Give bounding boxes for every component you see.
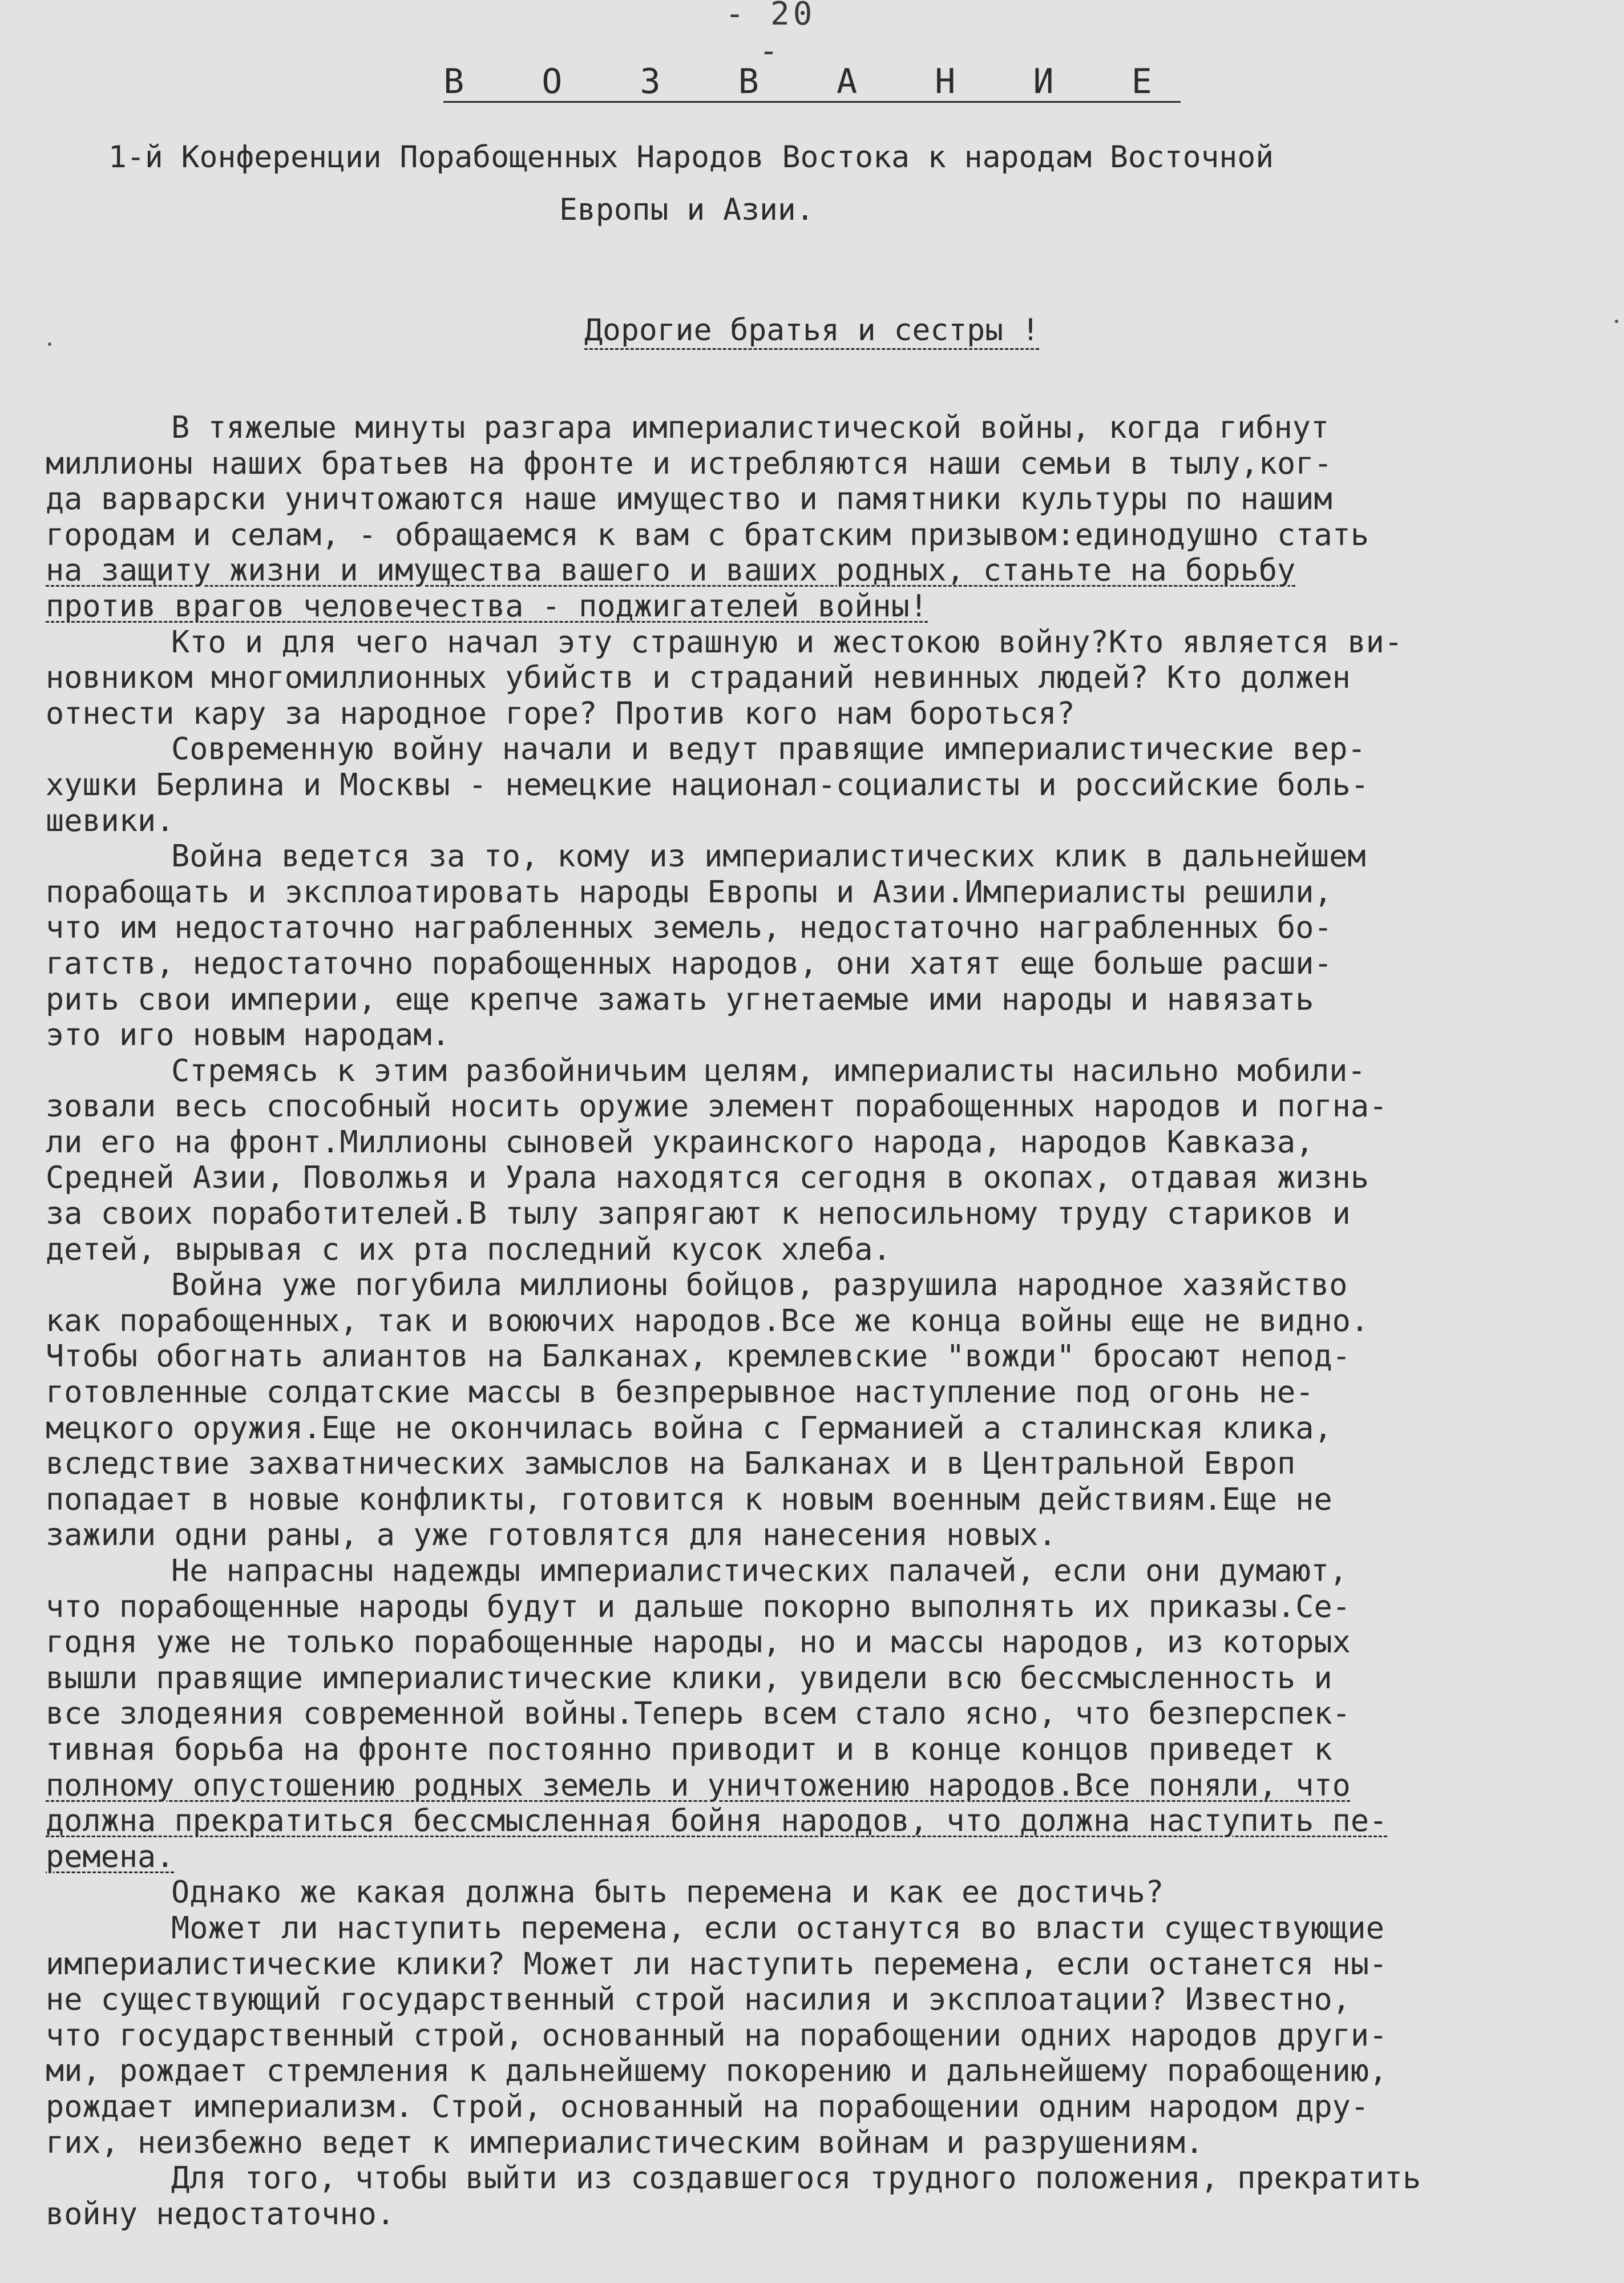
text-line: Чтобы обогнать алиантов на Балканах, кремлевские "вожди" бросают непод-	[46, 1338, 1351, 1374]
text-line: вследствие захватнических замыслов на Балканах и в Центральной Европ	[46, 1446, 1296, 1482]
body-text	[46, 410, 1592, 2232]
subtitle-line-1: 1-й Конференции Порабощенных Народов Востока к народам Восточной	[108, 140, 1274, 175]
text-line: Стремясь к этим разбойничьим целям, империалисты насильно мобили-	[171, 1052, 1366, 1088]
text-line: рить свои империи, еще крепче зажать угнетаемые ими народы и навязать	[46, 981, 1314, 1017]
text-line: Однако же какая должна быть перемена и как ее достичь?	[171, 1874, 1164, 1910]
text-line: отнести кару за народное горе? Против кого нам бороться?	[46, 695, 1075, 731]
text-line: зовали весь способный носить оружие элемент порабощенных народов и погна-	[46, 1088, 1388, 1124]
text-line: гатств, недостаточно порабощенных народов, они хатят еще больше расши-	[46, 945, 1332, 981]
text-line: попадает в новые конфликты, готовится к новым военным действиям.Еще не	[46, 1481, 1332, 1517]
text-line: Кто и для чего начал эту страшную и жестокою войну?Кто является ви-	[171, 624, 1403, 660]
text-line: Война уже погубила миллионы бойцов, разрушила народное хазяйство	[171, 1267, 1348, 1303]
text-line: ремена.	[46, 1838, 175, 1874]
text-line: как порабощенных, так и воюючих народов.Все же конца войны еще не видно.	[46, 1302, 1370, 1338]
text-line: гих, неизбежно ведет к империалистическим войнам и разрушениям.	[46, 2124, 1204, 2160]
document-title: В О З В А Н И Е	[443, 62, 1181, 102]
text-line: Может ли наступить перемена, если останутся во власти существующие	[171, 1910, 1384, 1946]
text-line: зажили одни раны, а уже готовлятся для нанесения новых.	[46, 1517, 1057, 1553]
text-line: что им недостаточно награбленных земель, недостаточно награбленных бо-	[46, 910, 1332, 946]
text-line: Для того, чтобы выйти из создавшегося трудного положения, прекратить	[171, 2160, 1421, 2196]
text-line: против врагов человечества - поджигателей войны!	[46, 588, 928, 624]
text-line: хушки Берлина и Москвы - немецкие национал-социалисты и российские боль-	[46, 767, 1370, 802]
text-line: Современную войну начали и ведут правящие империалистические вер-	[171, 731, 1366, 767]
document-subtitle	[108, 131, 1592, 236]
text-line: детей, вырывая с их рта последний кусок хлеба.	[46, 1231, 891, 1267]
paper-speck	[48, 342, 51, 346]
text-line: должна прекратиться бессмысленная бойня народов, что должна наступить пе-	[46, 1803, 1388, 1839]
text-line: империалистические клики? Может ли наступить перемена, если останется ны-	[46, 1946, 1388, 1982]
text-line: за своих поработителей.В тылу запрягают к непосильному труду стариков и	[46, 1196, 1351, 1232]
text-line: порабощать и эксплоатировать народы Европы и Азии.Империалисты решили,	[46, 874, 1332, 910]
text-line: шевики.	[46, 802, 175, 838]
text-line: миллионы наших братьев на фронте и истребляются наши семьи в тылу,ког-	[46, 445, 1332, 481]
text-line: полному опустошению родных земель и уничтожению народов.Все поняли, что	[46, 1767, 1351, 1803]
text-line: войну недостаточно.	[46, 2196, 395, 2232]
text-line: что государственный строй, основанный на порабощении одних народов други-	[46, 2017, 1388, 2053]
text-line: годня уже не только порабощенные народы, но и массы народов, из которых	[46, 1624, 1351, 1660]
subtitle-line-2: Европы и Азии.	[559, 192, 814, 227]
text-line: городам и селам, - обращаемся к вам с братским призывом:единодушно стать	[46, 517, 1370, 552]
text-line: вышли правящие империалистические клики, увидели всю бессмысленность и	[46, 1660, 1332, 1696]
text-line: все злодеяния современной войны.Теперь всем стало ясно, что безперспек-	[46, 1696, 1351, 1732]
text-line: Война ведется за то, кому из империалистических клик в дальнейшем	[171, 838, 1366, 874]
text-line: тивная борьба на фронте постоянно приводит и в конце концов приведет к	[46, 1731, 1332, 1767]
text-line: не существующий государственный строй насилия и эксплоатации? Известно,	[46, 1982, 1351, 2018]
text-line: ми, рождает стремления к дальнейшему покорению и дальнейшему порабощению,	[46, 2053, 1388, 2089]
text-line: Средней Азии, Поволжья и Урала находятся сегодня в окопах, отдавая жизнь	[46, 1160, 1370, 1196]
paper-speck	[1615, 320, 1618, 323]
text-line: Не напрасны надежды империалистических палачей, если они думают,	[171, 1553, 1348, 1588]
text-line: рождает империализм. Строй, основанный на порабощении одним народом дру-	[46, 2088, 1370, 2124]
text-line: готовленные солдатские массы в безпрерывное наступление под огонь не-	[46, 1374, 1314, 1410]
text-line: новником многомиллионных убийств и страданий невинных людей? Кто должен	[46, 660, 1351, 696]
text-line: да варварски уничтожаются наше имущество и памятники культуры по нашим	[46, 481, 1332, 517]
page-number: - 20 -	[725, 0, 816, 70]
text-line: мецкого оружия.Еще не окончилась война с Германией а сталинская клика,	[46, 1410, 1332, 1446]
text-line: это иго новым народам.	[46, 1017, 450, 1053]
text-line: что порабощенные народы будут и дальше покорно выполнять их приказы.Се-	[46, 1588, 1351, 1624]
text-line: ли его на фронт.Миллионы сыновей украинского народа, народов Кавказа,	[46, 1124, 1314, 1160]
text-line: на защиту жизни и имущества вашего и ваших родных, станьте на борьбу	[46, 552, 1296, 588]
salutation: Дорогие братья и сестры !	[584, 313, 1040, 348]
text-line: В тяжелые минуты разгара империалистической войны, когда гибнут	[171, 410, 1330, 445]
